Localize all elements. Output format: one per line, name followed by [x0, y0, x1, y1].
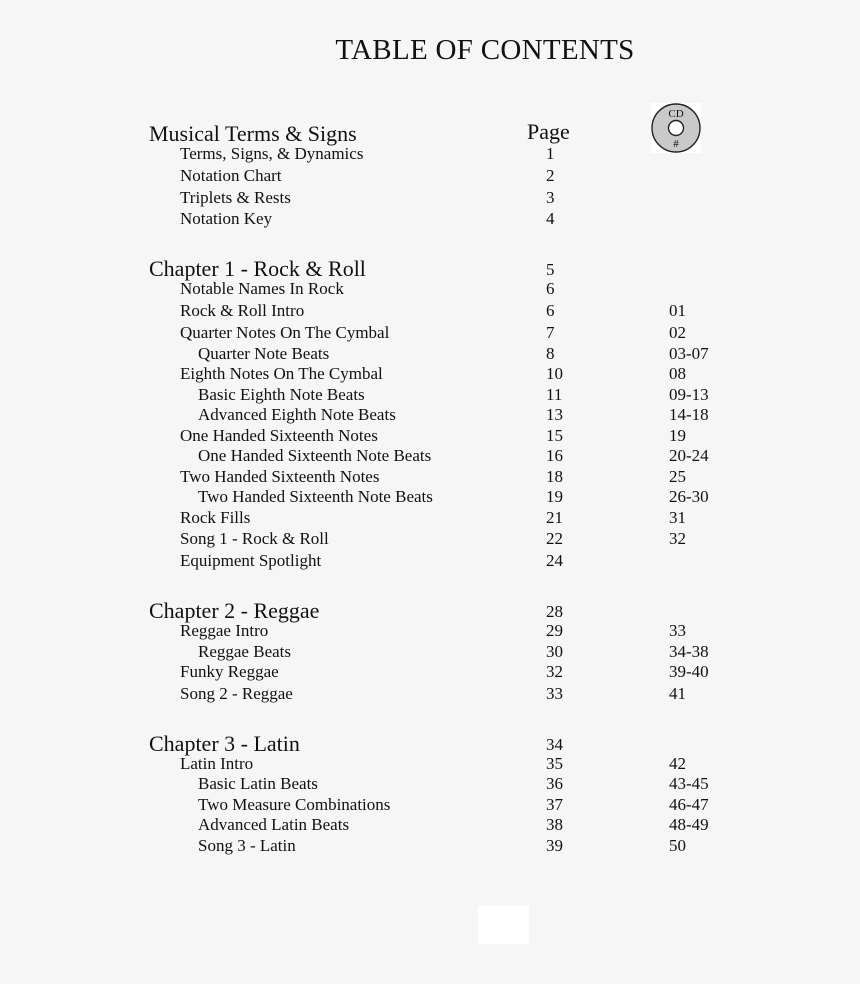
toc-entry-cd-track: 01	[669, 301, 686, 320]
toc-entry-title: Notation Key	[180, 209, 273, 228]
toc-entry	[0, 144, 860, 166]
page-column-header: Page	[527, 119, 570, 144]
toc-entry-cd-track: 26-30	[669, 487, 709, 506]
toc-entry-title: Notable Names In Rock	[180, 279, 344, 298]
toc-entry-cd-track: 19	[669, 426, 686, 445]
toc-entry-page: 11	[546, 385, 563, 404]
toc-entry-cd-track: 34-38	[669, 642, 709, 661]
toc-entry-cd-track: 50	[669, 836, 686, 855]
toc-entry-title: Song 1 - Rock & Roll	[180, 529, 329, 548]
toc-entry-page: 30	[546, 642, 563, 661]
toc-entry	[0, 754, 860, 776]
toc-entry-title: Song 3 - Latin	[198, 836, 296, 855]
toc-entry	[0, 446, 860, 468]
toc-entry-page: 5	[546, 260, 555, 279]
toc-entry-page: 3	[546, 188, 555, 207]
toc-entry	[0, 684, 860, 706]
toc-entry-page: 37	[546, 795, 563, 814]
toc-entry	[0, 344, 860, 366]
toc-entry-page: 32	[546, 662, 563, 681]
toc-entry-title: Eighth Notes On The Cymbal	[180, 364, 383, 383]
toc-entry	[0, 529, 860, 551]
cd-symbol: #	[673, 138, 679, 150]
toc-entry-page: 6	[546, 301, 555, 320]
toc-entry-page: 28	[546, 602, 563, 621]
toc-entry-page: 36	[546, 774, 563, 793]
toc-entry-cd-track: 48-49	[669, 815, 709, 834]
toc-entry-title: Chapter 2 - Reggae	[149, 598, 320, 623]
toc-entry	[0, 385, 860, 407]
toc-entry	[0, 426, 860, 448]
toc-entry-title: Funky Reggae	[180, 662, 279, 681]
toc-entry	[0, 836, 860, 858]
toc-entry-title: One Handed Sixteenth Notes	[180, 426, 378, 445]
toc-entry-cd-track: 08	[669, 364, 686, 383]
toc-entry-page: 19	[546, 487, 563, 506]
toc-section	[0, 598, 860, 623]
toc-entry-title: Chapter 1 - Rock & Roll	[149, 256, 366, 281]
toc-entry-page: 24	[546, 551, 563, 570]
toc-entry-page: 10	[546, 364, 563, 383]
toc-entry-page: 2	[546, 166, 555, 185]
toc-entry-page: 22	[546, 529, 563, 548]
toc-entry-cd-track: 42	[669, 754, 686, 773]
toc-entry-title: Reggae Beats	[198, 642, 291, 661]
toc-entry-cd-track: 33	[669, 621, 686, 640]
toc-entry	[0, 642, 860, 664]
toc-entry-cd-track: 09-13	[669, 385, 709, 404]
toc-entry-title: Reggae Intro	[180, 621, 269, 640]
toc-entry-title: Basic Eighth Note Beats	[198, 385, 365, 404]
toc-entry-page: 15	[546, 426, 563, 445]
toc-entry-page: 1	[546, 144, 555, 163]
toc-entry-cd-track: 25	[669, 467, 686, 486]
toc-entry-cd-track: 32	[669, 529, 686, 548]
toc-entry-page: 38	[546, 815, 563, 834]
toc-entry	[0, 467, 860, 489]
toc-entry	[0, 323, 860, 345]
page-title: TABLE OF CONTENTS	[335, 34, 635, 66]
toc-entry-title: Notation Chart	[180, 166, 282, 185]
toc-entry-title: Equipment Spotlight	[180, 551, 322, 570]
toc-entry-page: 8	[546, 344, 555, 363]
toc-entry-cd-track: 20-24	[669, 446, 709, 465]
toc-entry	[0, 815, 860, 837]
toc-entry-page: 33	[546, 684, 563, 703]
toc-entry-title: One Handed Sixteenth Note Beats	[198, 446, 432, 465]
toc-entry-page: 13	[546, 405, 563, 424]
cd-label: CD	[668, 108, 684, 120]
toc-entry	[0, 279, 860, 301]
toc-entry-page: 21	[546, 508, 563, 527]
toc-entry	[0, 188, 860, 210]
toc-entry-cd-track: 39-40	[669, 662, 709, 681]
toc-entry-cd-track: 02	[669, 323, 686, 342]
toc-entry-page: 34	[546, 735, 563, 754]
toc-entry-title: Triplets & Rests	[180, 188, 291, 207]
toc-entry-cd-track: 43-45	[669, 774, 709, 793]
toc-entry-title: Rock Fills	[180, 508, 251, 527]
toc-entry-cd-track: 31	[669, 508, 686, 527]
toc-entry-page: 35	[546, 754, 563, 773]
toc-entry	[0, 551, 860, 573]
toc-entry-title: Two Measure Combinations	[198, 795, 391, 814]
toc-entry-title: Two Handed Sixteenth Note Beats	[198, 487, 433, 506]
toc-entry-title: Quarter Note Beats	[198, 344, 330, 363]
toc-entry-cd-track: 46-47	[669, 795, 709, 814]
toc-entry-title: Musical Terms & Signs	[149, 121, 357, 146]
toc-entry-title: Chapter 3 - Latin	[149, 731, 300, 756]
page-footer-box	[478, 906, 529, 944]
toc-entry-page: 29	[546, 621, 563, 640]
toc-entry-title: Song 2 - Reggae	[180, 684, 293, 703]
toc-entry-page: 7	[546, 323, 555, 342]
toc-entry-title: Latin Intro	[180, 754, 254, 773]
toc-entry-cd-track: 03-07	[669, 344, 709, 363]
toc-entry-page: 6	[546, 279, 555, 298]
toc-entry-title: Two Handed Sixteenth Notes	[180, 467, 380, 486]
toc-entry	[0, 364, 860, 386]
toc-entry-title: Advanced Eighth Note Beats	[198, 405, 396, 424]
toc-entry	[0, 795, 860, 817]
toc-entry-page: 39	[546, 836, 563, 855]
toc-entry-cd-track: 41	[669, 684, 686, 703]
toc-entry	[0, 301, 860, 323]
toc-entry-title: Basic Latin Beats	[198, 774, 318, 793]
toc-entry-cd-track: 14-18	[669, 405, 709, 424]
toc-section	[0, 731, 860, 756]
toc-entry	[0, 209, 860, 231]
toc-entry-title: Rock & Roll Intro	[180, 301, 305, 320]
toc-entry	[0, 774, 860, 796]
toc-entry	[0, 662, 860, 684]
toc-entry-page: 18	[546, 467, 563, 486]
toc-entry	[0, 487, 860, 509]
toc-entry	[0, 621, 860, 643]
toc-entry-title: Advanced Latin Beats	[198, 815, 350, 834]
toc-entry-title: Terms, Signs, & Dynamics	[180, 144, 364, 163]
toc-entry	[0, 405, 860, 427]
toc-section	[0, 121, 860, 146]
toc-entry-page: 16	[546, 446, 563, 465]
toc-entry	[0, 508, 860, 530]
toc-entry	[0, 166, 860, 188]
toc-entry-page: 4	[546, 209, 555, 228]
toc-section	[0, 256, 860, 281]
toc-entry-title: Quarter Notes On The Cymbal	[180, 323, 390, 342]
